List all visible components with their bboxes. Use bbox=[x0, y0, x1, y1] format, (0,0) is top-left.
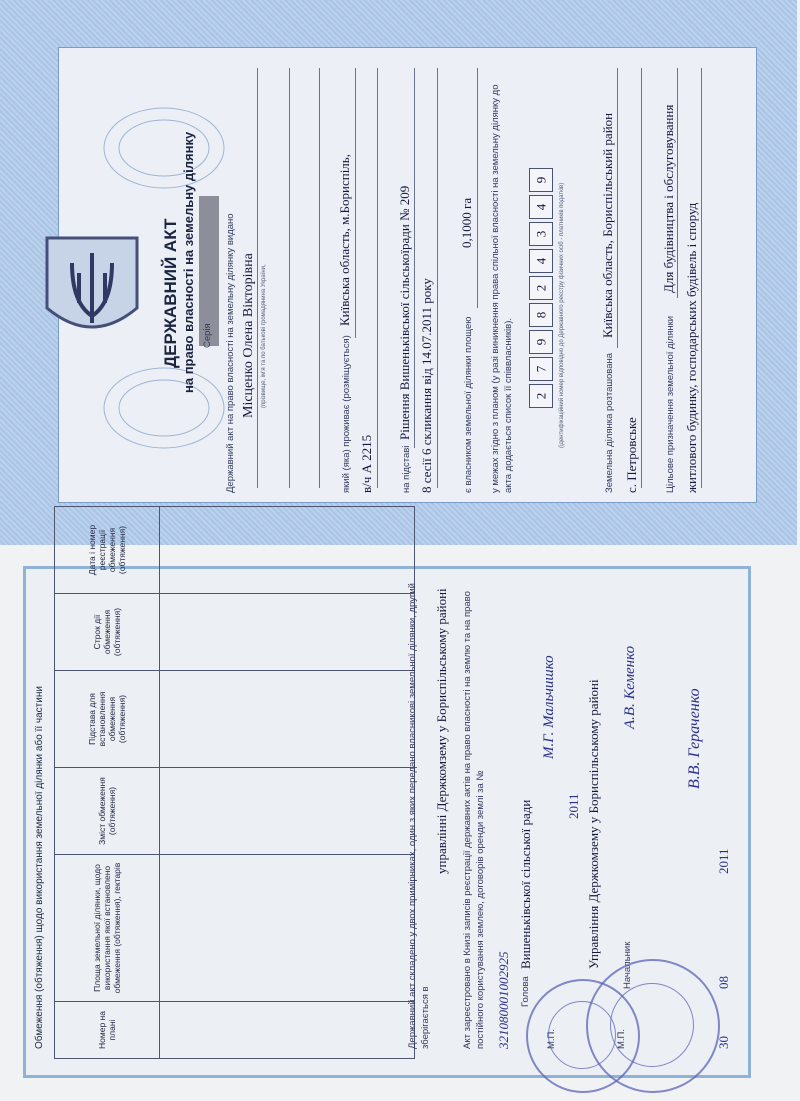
copies-value: управлінні Держкомзему у Бориспільському районі bbox=[434, 588, 449, 874]
land-agency-stamp-icon bbox=[586, 959, 720, 1093]
residence-label: який (яка) проживає (розміщується) bbox=[341, 335, 352, 493]
purpose-value-2: житлового будинку, господарських будівель і споруд bbox=[684, 202, 699, 493]
limits-header-plan-number: Номер на плані bbox=[55, 1002, 160, 1059]
date-day: 30 bbox=[716, 1036, 731, 1049]
cadastre-digit: 2 bbox=[529, 384, 553, 408]
cadastre-digit: 4 bbox=[529, 249, 553, 273]
state-act-front-page bbox=[0, 0, 797, 545]
registration-text: Акт зареєстровано в Книзі записів реєстрації державних актів на право власності на землю та на право постійного користування землею, договорів оренди землі за № bbox=[462, 591, 486, 1049]
boundaries-text: у межах згідно з планом (у разі виникнення права спільної власності на земельну ділянку до акта додається список її співвласників). bbox=[490, 84, 514, 493]
cadastre-hint: (ідентифікаційний номер відповідно до Державного реєстру фізичних осіб - платників податків) bbox=[559, 182, 565, 448]
head-org: Вишеньківської сільської ради bbox=[518, 799, 533, 969]
limits-header-term: Строк дії обмеження (обтяження) bbox=[55, 594, 160, 671]
residence-value: Київська область, м.Бориспіль, bbox=[337, 154, 352, 326]
chief-label: Начальник bbox=[622, 941, 633, 989]
head-year: 2011 bbox=[566, 793, 581, 819]
cadastre-digit: 9 bbox=[529, 330, 553, 354]
area-value: 0,1000 га bbox=[459, 197, 474, 248]
basis-value: Рішення Вишеньківської сільськоїради № 209 bbox=[397, 185, 412, 440]
serial-prefix: Серія bbox=[202, 323, 213, 348]
state-act-inner-frame bbox=[58, 47, 757, 503]
location-value: Київська область, Бориспільський район bbox=[600, 112, 615, 338]
limits-header-content: Зміст обмеження (обтяження) bbox=[55, 768, 160, 855]
limits-header-registration: Дата і номер реєстрації обмеження (обтяження) bbox=[55, 507, 160, 594]
cadastre-digit: 4 bbox=[529, 195, 553, 219]
registration-number: 321080001002925 bbox=[496, 951, 511, 1049]
area-label: є власником земельної ділянки площею bbox=[463, 316, 474, 493]
mp-label-1: М.П. bbox=[546, 1028, 557, 1049]
limits-header-area: Площа земельної ділянки, щодо використання якої встановлено обмеження (обтяження), гектарів bbox=[55, 855, 160, 1002]
document-subtitle: на право власності на земельну ділянку bbox=[181, 131, 196, 393]
date-month: 08 bbox=[716, 976, 731, 989]
head-signature: М.Г. Мальчишко bbox=[541, 655, 557, 759]
date-year: 2011 bbox=[716, 848, 731, 874]
limits-table bbox=[54, 506, 415, 1059]
copies-text: Державний акт складено у двох примірниках, один з яких передано власникові земельної ділянки, другий зберігається в bbox=[407, 583, 431, 1049]
cadastre-digit-boxes bbox=[529, 168, 553, 411]
basis-label: на підставі bbox=[401, 445, 412, 493]
mp-label-2: М.П. bbox=[616, 1028, 627, 1049]
purpose-label: Цільове призначення земельної ділянки bbox=[665, 315, 676, 493]
state-act-back-page bbox=[23, 524, 751, 1078]
intro-text: Державний акт на право власності на земельну ділянку видано bbox=[225, 213, 236, 493]
cadastre-digit: 8 bbox=[529, 303, 553, 327]
document-title: ДЕРЖАВНИЙ АКТ bbox=[161, 218, 180, 368]
residence-value-2: в/ч А 2215 bbox=[359, 434, 374, 493]
registrar-signature: В.В. Гераченко bbox=[686, 688, 703, 789]
chief-signature: А.В. Кеменко bbox=[622, 645, 638, 729]
location-label: Земельна ділянка розташована bbox=[604, 352, 615, 493]
limits-header-basis: Підстава для встановлення обмеження (обтяження) bbox=[55, 671, 160, 768]
cadastre-digit: 2 bbox=[529, 276, 553, 300]
cadastre-digit: 7 bbox=[529, 357, 553, 381]
owner-name: Місценко Олена Вікторівна bbox=[241, 253, 256, 418]
owner-hint: (прізвище, ім'я та по батькові громадянина України, bbox=[261, 264, 267, 408]
chief-org: Управління Держкомзему у Бориспільському районі bbox=[586, 679, 601, 969]
basis-value-2: 8 сесії 6 скликання від 14.07.2011 року bbox=[419, 278, 434, 493]
cadastre-digit: 3 bbox=[529, 222, 553, 246]
head-label: Голова bbox=[520, 976, 531, 1007]
location-value-2: с. Петровське bbox=[624, 417, 639, 493]
limits-table-title: Обмеження (обтяження) щодо використання земельної ділянки або її частини bbox=[34, 686, 45, 1049]
cadastre-digit: 9 bbox=[529, 168, 553, 192]
purpose-value: Для будівництва і обслуговування bbox=[661, 104, 676, 293]
